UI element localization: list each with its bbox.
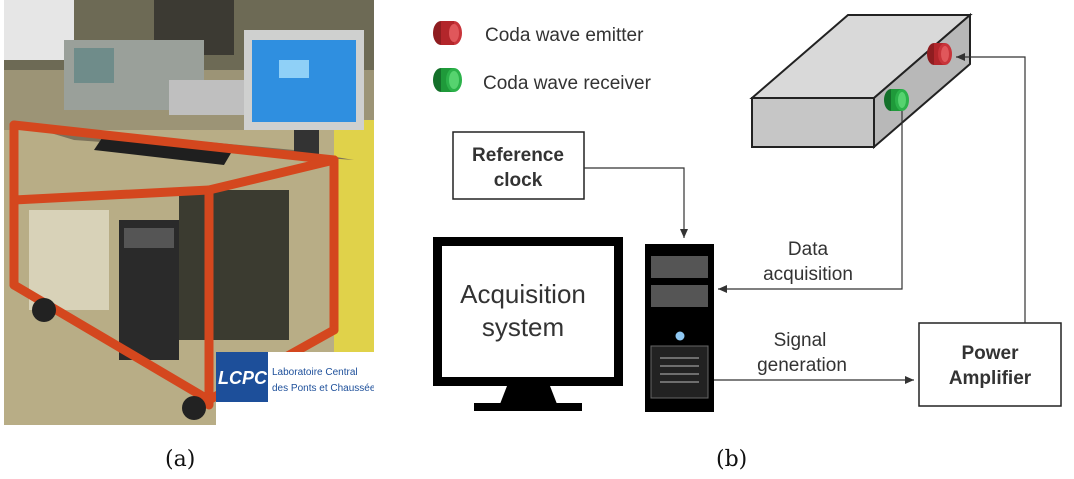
lab-name-line1: Laboratoire Central — [272, 367, 358, 378]
acquisition-system-line1: Acquisition — [460, 279, 586, 309]
amplifier-to-emitter-arrow — [956, 57, 1025, 323]
reference-clock-line1: Reference — [472, 145, 564, 166]
computer-tower-icon — [645, 244, 714, 412]
legend-emitter-icon — [433, 21, 462, 45]
emitter-transducer — [927, 43, 952, 65]
specimen-block — [752, 15, 970, 147]
data-acquisition-label-line2: acquisition — [763, 264, 853, 285]
power-amplifier-box — [919, 323, 1061, 406]
legend-receiver-icon — [433, 68, 462, 92]
clock-to-computer-arrow — [584, 168, 684, 238]
caption-a: (a) — [165, 447, 196, 472]
power-amplifier-line2: Amplifier — [948, 368, 1032, 389]
lab-name-line2: des Ponts et Chaussées — [272, 383, 374, 394]
signal-generation-label-line1: Signal — [773, 330, 827, 351]
legend-receiver-label: Coda wave receiver — [483, 73, 651, 94]
reference-clock-line2: clock — [493, 170, 543, 191]
data-acquisition-label-line1: Data — [787, 239, 829, 260]
caption-b: (b) — [716, 447, 748, 472]
acquisition-system-line2: system — [481, 312, 565, 342]
receiver-transducer — [884, 89, 909, 111]
logo-text: LCPC — [218, 368, 267, 388]
legend-emitter-label: Coda wave emitter — [485, 25, 644, 46]
signal-generation-label-line2: generation — [757, 355, 847, 376]
power-amplifier-line1: Power — [961, 343, 1019, 364]
